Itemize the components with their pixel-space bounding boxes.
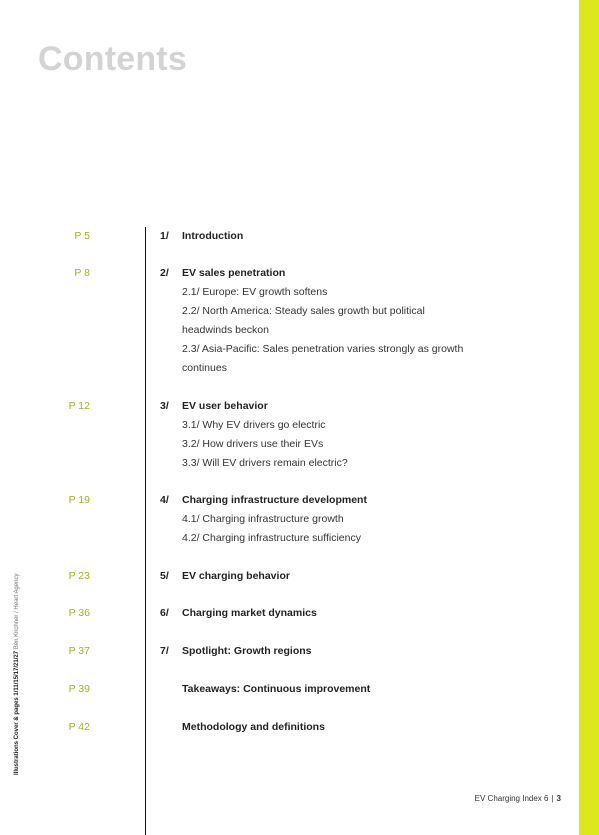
toc-page-number: P 42 [68,721,90,733]
toc-section-number: 3/ [160,400,169,412]
toc-subsection-item[interactable]: 4.1/ Charging infrastructure growth [182,513,344,525]
footer-separator: | [551,794,554,803]
toc-page-number: P 12 [68,400,90,412]
toc-page-number: P 5 [74,230,90,242]
footer-page-number: 3 [556,794,561,803]
toc-section-title: Charging infrastructure development [182,494,367,506]
toc-section-number: 6/ [160,607,169,619]
toc-section-title: EV user behavior [182,400,268,412]
toc-subsection-item[interactable]: 3.1/ Why EV drivers go electric [182,419,326,431]
accent-side-bar [579,0,599,835]
footer-doc-name: EV Charging Index 6 [474,794,549,803]
toc-page-number: P 8 [74,267,90,279]
toc-page-number: P 37 [68,645,90,657]
toc-section-title: Spotlight: Growth regions [182,645,312,657]
toc-section-title: Charging market dynamics [182,607,317,619]
toc-subsections [182,283,472,378]
page-footer [475,794,561,803]
toc-subsection-item[interactable]: 3.2/ How drivers use their EVs [182,438,324,450]
toc-section-title: Introduction [182,230,244,242]
toc-subsections [182,510,472,548]
toc-subsection-item[interactable]: 3.3/ Will EV drivers remain electric? [182,457,348,469]
toc-page-number: P 23 [68,570,90,582]
toc-page-number: P 39 [68,683,90,695]
toc-subsection-item[interactable]: 4.2/ Charging infrastructure sufficiency [182,532,361,544]
toc-subsections [182,416,472,473]
page-title: Contents [38,40,187,78]
credit-light: Ben Kirchner / Heart Agency [14,573,20,651]
toc-subsection-item[interactable]: 2.3/ Asia-Pacific: Sales penetration varies strongly as growth continues [182,343,464,374]
toc-section-number: 1/ [160,230,169,242]
toc-subsection-item[interactable]: 2.2/ North America: Steady sales growth but political headwinds beckon [182,305,425,336]
vertical-divider [145,227,146,835]
toc-page-number: P 19 [68,494,90,506]
illustration-credit [14,574,20,775]
toc-section-number: 2/ [160,267,169,279]
toc-section-title: Methodology and definitions [182,721,325,733]
toc-page-number: P 36 [68,607,90,619]
toc-section-number: 4/ [160,494,169,506]
credit-bold: Illustrations Cover & pages 1/11/15/17/21/27 [14,650,20,775]
toc-section-number: 5/ [160,570,169,582]
toc-section-number: 7/ [160,645,169,657]
toc-section-title: EV sales penetration [182,267,286,279]
toc-section-title: Takeaways: Continuous improvement [182,683,371,695]
toc-subsection-item[interactable]: 2.1/ Europe: EV growth softens [182,286,328,298]
toc-section-title: EV charging behavior [182,570,290,582]
